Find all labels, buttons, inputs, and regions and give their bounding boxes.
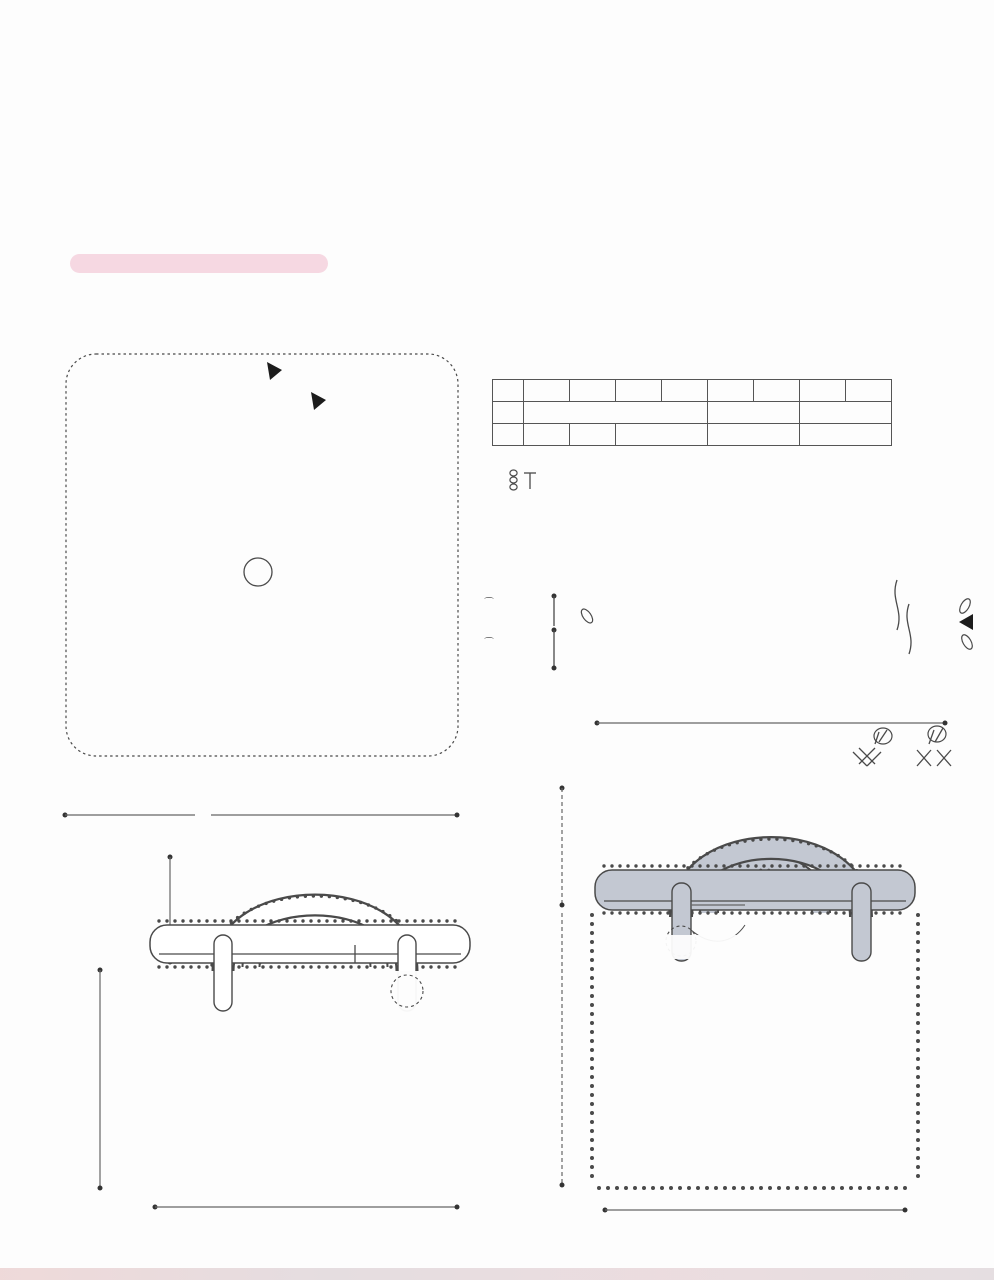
start-arrow-icon bbox=[311, 392, 326, 410]
bag-28-diagram bbox=[55, 795, 485, 1225]
turn-chain-icon bbox=[579, 607, 595, 625]
cell bbox=[708, 424, 800, 446]
magic-ring bbox=[244, 558, 272, 586]
handle-leg bbox=[214, 935, 232, 1011]
dc-symbol-icon bbox=[523, 470, 537, 490]
top-width-dim bbox=[63, 813, 460, 818]
handle-row-brackets bbox=[547, 592, 561, 672]
materials-heading bbox=[45, 92, 347, 109]
page-title bbox=[52, 28, 66, 74]
col-8dan bbox=[846, 380, 892, 402]
row-label-27 bbox=[493, 402, 524, 424]
body-height-dim bbox=[560, 913, 565, 1188]
materials-section bbox=[45, 92, 347, 115]
cast-on-note bbox=[612, 668, 686, 706]
cell bbox=[800, 424, 892, 446]
bottom-width-dim bbox=[603, 1208, 908, 1213]
handle-rows-27: ⌒ bbox=[484, 638, 494, 649]
diagonal-cell bbox=[493, 380, 524, 402]
motif-border bbox=[66, 354, 458, 756]
motif-crochet-chart bbox=[48, 340, 480, 798]
start-arrow-icon bbox=[267, 362, 282, 380]
cell bbox=[524, 424, 570, 446]
color-table bbox=[492, 379, 892, 446]
page-references bbox=[288, 48, 302, 66]
cell bbox=[800, 402, 892, 424]
handle-rows-28: ⌒ bbox=[484, 598, 494, 609]
row-label-28 bbox=[493, 424, 524, 446]
col-7dan bbox=[800, 380, 846, 402]
note-line-1 bbox=[508, 468, 537, 495]
top-band bbox=[150, 925, 470, 963]
callout-patch bbox=[337, 971, 463, 1043]
handle-heading bbox=[528, 550, 634, 570]
cell bbox=[570, 424, 616, 446]
turn-chain-icon bbox=[960, 633, 975, 651]
col-4dan bbox=[662, 380, 708, 402]
page-bottom-edge bbox=[0, 1268, 994, 1280]
col-2dan bbox=[570, 380, 616, 402]
chart-notes bbox=[508, 468, 537, 495]
col-5dan bbox=[708, 380, 754, 402]
cell bbox=[524, 402, 708, 424]
body-height-dim bbox=[98, 968, 103, 1191]
col-6dan bbox=[754, 380, 800, 402]
motif-count-line bbox=[72, 322, 114, 342]
table-row-27 bbox=[493, 402, 892, 424]
handle-height-dim bbox=[560, 786, 565, 908]
direction-arrow-icon bbox=[959, 614, 973, 630]
turn-chain-icon bbox=[958, 597, 973, 615]
bottom-width-dim bbox=[153, 1205, 460, 1210]
assemble-section bbox=[684, 92, 990, 96]
bag-27-diagram bbox=[495, 755, 970, 1230]
cell bbox=[708, 402, 800, 424]
chain-symbol-icon bbox=[508, 469, 519, 491]
table-header-row bbox=[493, 380, 892, 402]
howto-section bbox=[358, 92, 686, 116]
cell bbox=[616, 424, 708, 446]
break-mark bbox=[895, 580, 899, 630]
howto-heading bbox=[358, 92, 686, 109]
table-row-28 bbox=[493, 424, 892, 446]
handle-leg bbox=[852, 883, 871, 961]
col-3dan bbox=[616, 380, 662, 402]
col-1dan bbox=[524, 380, 570, 402]
join-method-box bbox=[70, 254, 328, 273]
label-patch bbox=[598, 935, 750, 959]
bag28-top-dim-label bbox=[195, 806, 211, 825]
break-mark bbox=[907, 604, 911, 654]
handle-crochet-chart bbox=[575, 576, 975, 678]
